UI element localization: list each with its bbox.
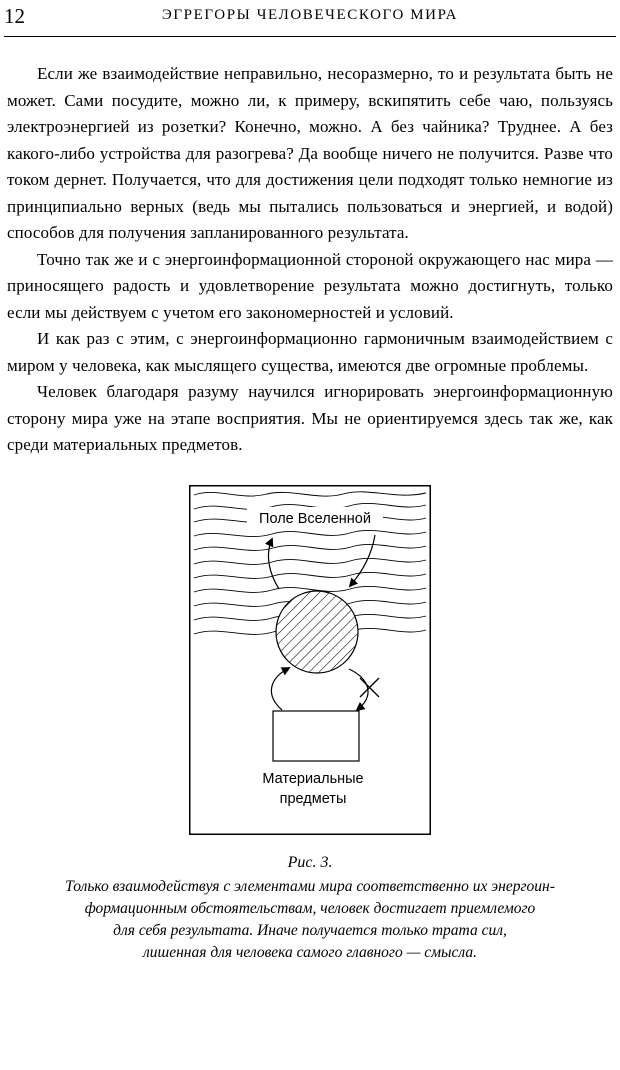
caption-line: формационным обстоятельствам, человек достигает приемлемого [84, 899, 536, 917]
running-title: ЭГРЕГОРЫ ЧЕЛОВЕЧЕСКОГО МИРА [161, 7, 459, 23]
figure-caption [7, 876, 613, 964]
page-header [4, 4, 613, 30]
caption-line: для себя результата. Иначе получается только трата сил, [113, 921, 507, 939]
body-text [7, 61, 613, 459]
objects-label-line2: предметы [279, 790, 347, 807]
paragraph: И как раз с этим, с энергоинформационно гармоничным взаимодействием с миром у человека, как мыслящего существа, имеются две огромные проблемы. [7, 329, 613, 375]
figure-diagram [189, 485, 431, 840]
paragraph: Если же взаимодействие неправильно, несоразмерно, то и результата быть не может. Сами посудите, можно ли, к примеру, вскипятить себе чаю, пользуясь электроэнергией из розетки? Конечно, можно. А без чайника? Труднее. А без какого-либо устройства для разогрева? Да вообще ничего не получится. Разве что током дернет. Получается, что для достижения цели подходят только немногие из принципиально верных (ведь мы пытались пользоваться и энергией, и водой) способов для получения запланированного результата. [7, 64, 613, 242]
field-label: Поле Вселенной [259, 510, 371, 527]
diagram-svg [189, 485, 431, 835]
header-rule [4, 36, 616, 37]
caption-line: лишенная для человека самого главного — смысла. [143, 943, 477, 961]
figure-number-label: Рис. 3. [287, 853, 333, 871]
paragraph: Точно так же и с энергоинформационной стороной окружающего нас мира — приносящего радость и удовлетворение результата можно достигнуть, только если мы действуем с учетом его закономерностей и условий. [7, 249, 613, 322]
energy-circle [276, 591, 358, 673]
objects-label-line1: Материальные [262, 770, 364, 787]
page-number: 12 [4, 4, 25, 28]
paragraph: Человек благодаря разуму научился игнорировать энергоинформационную сторону мира уже на этапе восприятия. Мы не ориентируемся здесь так же, как среди материальных предметов. [7, 382, 613, 454]
material-objects-rect [273, 711, 359, 761]
caption-line: Только взаимодействуя с элементами мира соответственно их энергоин- [65, 877, 555, 895]
